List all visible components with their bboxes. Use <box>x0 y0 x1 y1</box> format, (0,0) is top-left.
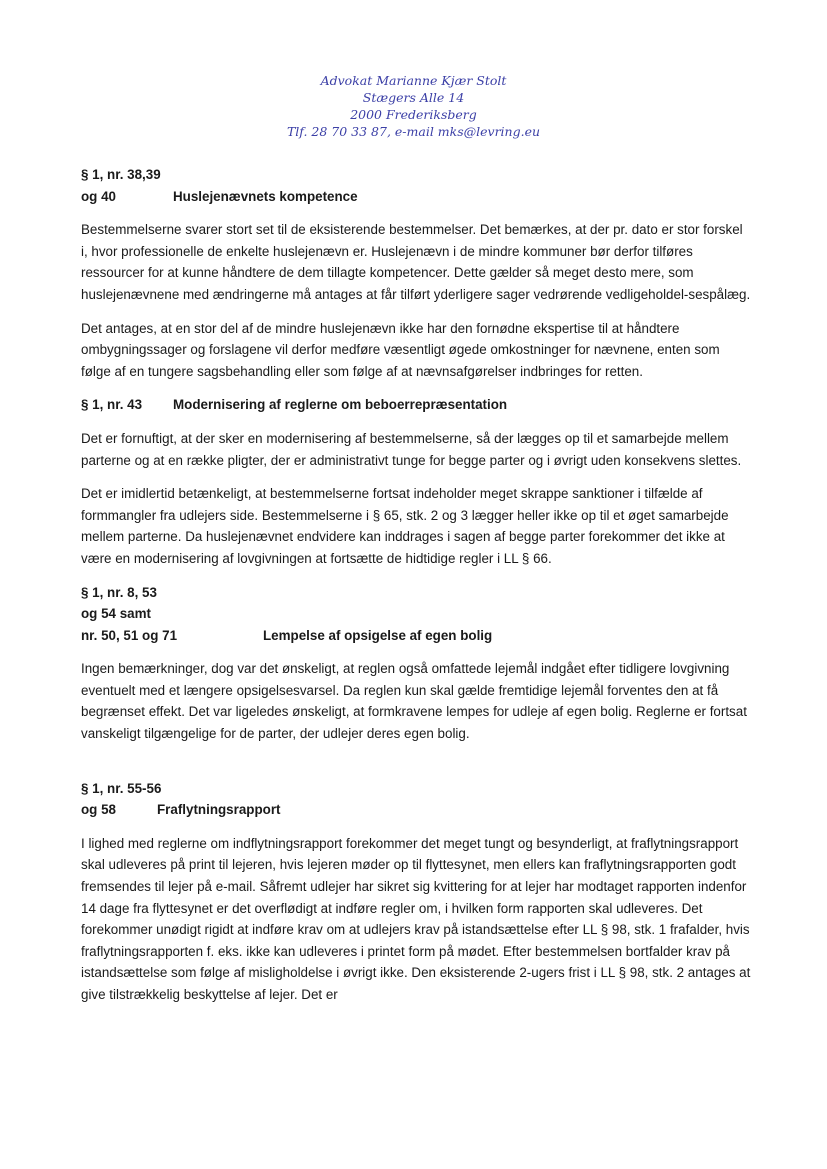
section-heading <box>81 394 751 416</box>
paragraph: Det antages, at en stor del af de mindre huslejenævn ikke har den fornødne ekspertise til at håndtere ombygningssager og forslagene vil derfor medføre væsentligt øgede omkostninger for nævnene, enten som følge af en tungere sagsbehandling eller som følge af at nævnsafgørelser indbringes for retten. <box>81 320 720 379</box>
section-heading <box>81 778 751 821</box>
section-ref: og 40 <box>81 188 116 204</box>
paragraph: Bestemmelserne svarer stort set til de eksisterende bestemmelser. Det bemærkes, at der pr. dato er stor forskel i, hvor professionelle de enkelte huslejenævn er. Huslejenævn i de mindre kommuner bør derfor tilføres ressourcer for at kunne håndtere de dem tillagte kompetencer. Dette gælder så meget desto mere, som huslejenævnene med ændringerne må antages at får tilført yderligere sager vedrørende vedligeholdel-sespålæg. <box>81 222 751 302</box>
letterhead-contact: Tlf. 28 70 33 87, e-mail mks@levring.eu <box>286 124 541 139</box>
section-ref: og 54 samt <box>81 606 151 622</box>
section-title: Huslejenævnets kompetence <box>173 188 358 204</box>
paragraph: Det er imidlertid betænkeligt, at bestemmelserne fortsat indeholder meget skrappe sanktioner i tilfælde af formmangler fra udlejers side. Bestemmelserne i § 65, stk. 2 og 3 lægger heller ikke op til et øget samarbejde mellem parterne. Da huslejenævnet endvidere kan inddrages i sagen af begge parter forekommer det ikke at være en modernisering af lovgivningen at fortsætte de hidtidige regler i LL § 66. <box>81 486 729 566</box>
section-ref: § 1, nr. 43 <box>81 397 143 413</box>
section-ref: og 58 <box>81 802 116 818</box>
section-ref: nr. 50, 51 og 71 <box>81 627 178 643</box>
section-heading <box>81 164 751 207</box>
document-body <box>81 164 751 1006</box>
letterhead <box>0 72 827 140</box>
section-title: Fraflytningsrapport <box>157 802 281 818</box>
letterhead-city: 2000 Frederiksberg <box>350 107 477 122</box>
section-ref: § 1, nr. 38,39 <box>81 167 161 182</box>
paragraph: I lighed med reglerne om indflytningsrapport forekommer det meget tungt og besynderligt, at fraflytningsrapport skal udleveres på print til lejeren, hvis lejeren møder op til flyttesynet, men ellers kan fraflytningsrapporten godt fremsendes til lejer på e-mail. Såfremt udlejer har sikret sig kvittering for at lejer har modtaget rapporten indenfor 14 dage fra flyttesynet er det overflødigt at indføre regler om, i hvilken form rapporten skal udleveres. Det forekommer unødigt rigidt at indføre krav om at udlejers krav på istandsættelse efter LL § 98, stk. 1 frafalder, hvis fraflytningsrapporten f. eks. ikke kan udleveres i printet form på mødet. Efter bestemmelsen bortfalder krav på istandsættelse som følge af misligholdelse i øvrigt ikke. Den eksisterende 2-ugers frist i LL § 98, stk. 2 antages at give tilstrækkelig beskyttelse af lejer. Det er <box>81 835 751 1002</box>
section-heading <box>81 582 751 647</box>
paragraph: Ingen bemærkninger, dog var det ønskeligt, at reglen også omfattede lejemål indgået efter tidligere lovgivning eventuelt med et længere opsigelsesvarsel. Da reglen kun skal gælde fremtidige lejemål forventes den at få begrænset effekt. Det var ligeledes ønskeligt, at formkravene lempes for udleje af egen bolig. Reglerne er fortsat vanskeligt tilgængelige for de parter, der udlejer deres egen bolig. <box>81 661 747 742</box>
section-title: Modernisering af reglerne om beboerrepræsentation <box>173 397 508 413</box>
section-title: Lempelse af opsigelse af egen bolig <box>263 627 493 643</box>
letterhead-street: Stægers Alle 14 <box>362 90 465 105</box>
section-ref: § 1, nr. 8, 53 <box>81 584 157 600</box>
paragraph: Det er fornuftigt, at der sker en modernisering af bestemmelserne, så der lægges op til et samarbejde mellem parterne og at en række pligter, der er administrativt tunge for begge parter og i øvrigt uden konsekvens slettes. <box>81 430 742 468</box>
section-ref: § 1, nr. 55-56 <box>81 780 162 796</box>
letterhead-name: Advokat Marianne Kjær Stolt <box>320 73 507 88</box>
